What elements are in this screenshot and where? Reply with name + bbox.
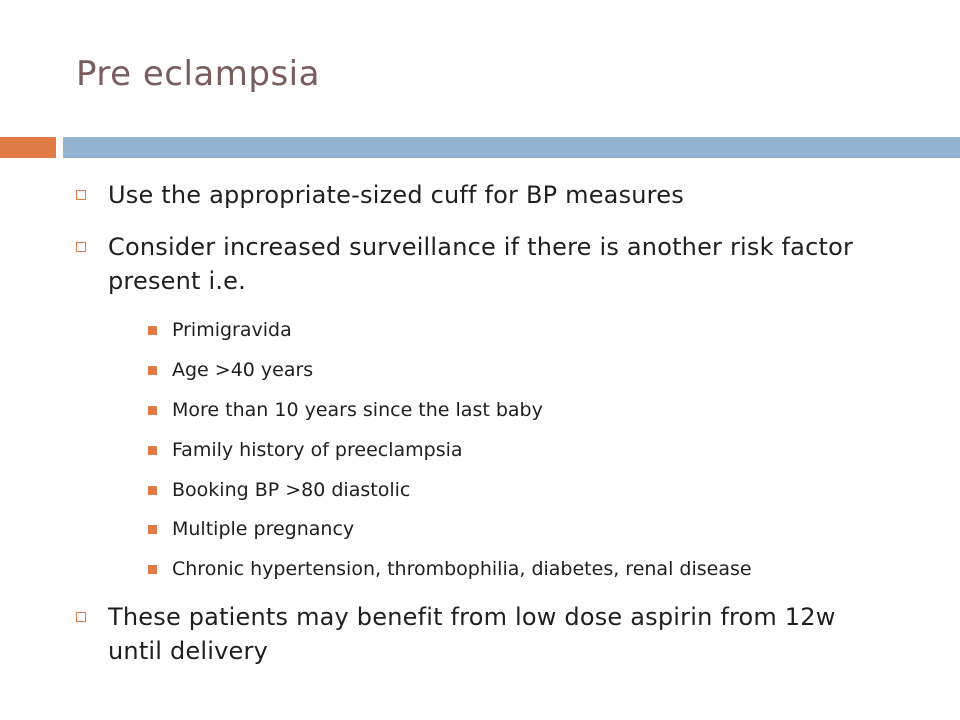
sub-bullet-item [148, 438, 918, 462]
square-bullet-icon [76, 242, 86, 252]
sub-bullet-text: Multiple pregnancy [172, 518, 355, 540]
sub-bullet-item [148, 517, 918, 541]
bullet-text: Use the appropriate-sized cuff for BP measures [108, 181, 684, 209]
square-bullet-icon [76, 612, 86, 622]
sub-bullet-item [148, 398, 918, 422]
sub-bullet-text: Age >40 years [172, 359, 314, 381]
sub-bullet-text: Chronic hypertension, thrombophilia, diabetes, renal disease [172, 558, 752, 580]
sub-bullet-item [148, 318, 918, 342]
filled-square-bullet-icon [148, 366, 157, 375]
bullet-item [76, 178, 896, 212]
sub-bullet-text: Family history of preeclampsia [172, 439, 463, 461]
sub-bullet-text: Booking BP >80 diastolic [172, 479, 411, 501]
bullet-text: These patients may benefit from low dose aspirin from 12w until delivery [108, 603, 836, 665]
bullet-item [76, 600, 896, 668]
filled-square-bullet-icon [148, 326, 157, 335]
filled-square-bullet-icon [148, 486, 157, 495]
filled-square-bullet-icon [148, 525, 157, 534]
sub-bullet-item [148, 478, 918, 502]
slide-title: Pre eclampsia [76, 54, 320, 94]
sub-bullet-text: More than 10 years since the last baby [172, 399, 543, 421]
filled-square-bullet-icon [148, 446, 157, 455]
bullet-text: Consider increased surveillance if there is another risk factor present i.e. [108, 233, 854, 295]
filled-square-bullet-icon [148, 565, 157, 574]
sub-bullet-text: Primigravida [172, 319, 292, 341]
square-bullet-icon [76, 190, 86, 200]
filled-square-bullet-icon [148, 406, 157, 415]
sub-bullet-item [148, 358, 918, 382]
bullet-item [76, 230, 896, 298]
sub-bullet-item [148, 557, 918, 581]
